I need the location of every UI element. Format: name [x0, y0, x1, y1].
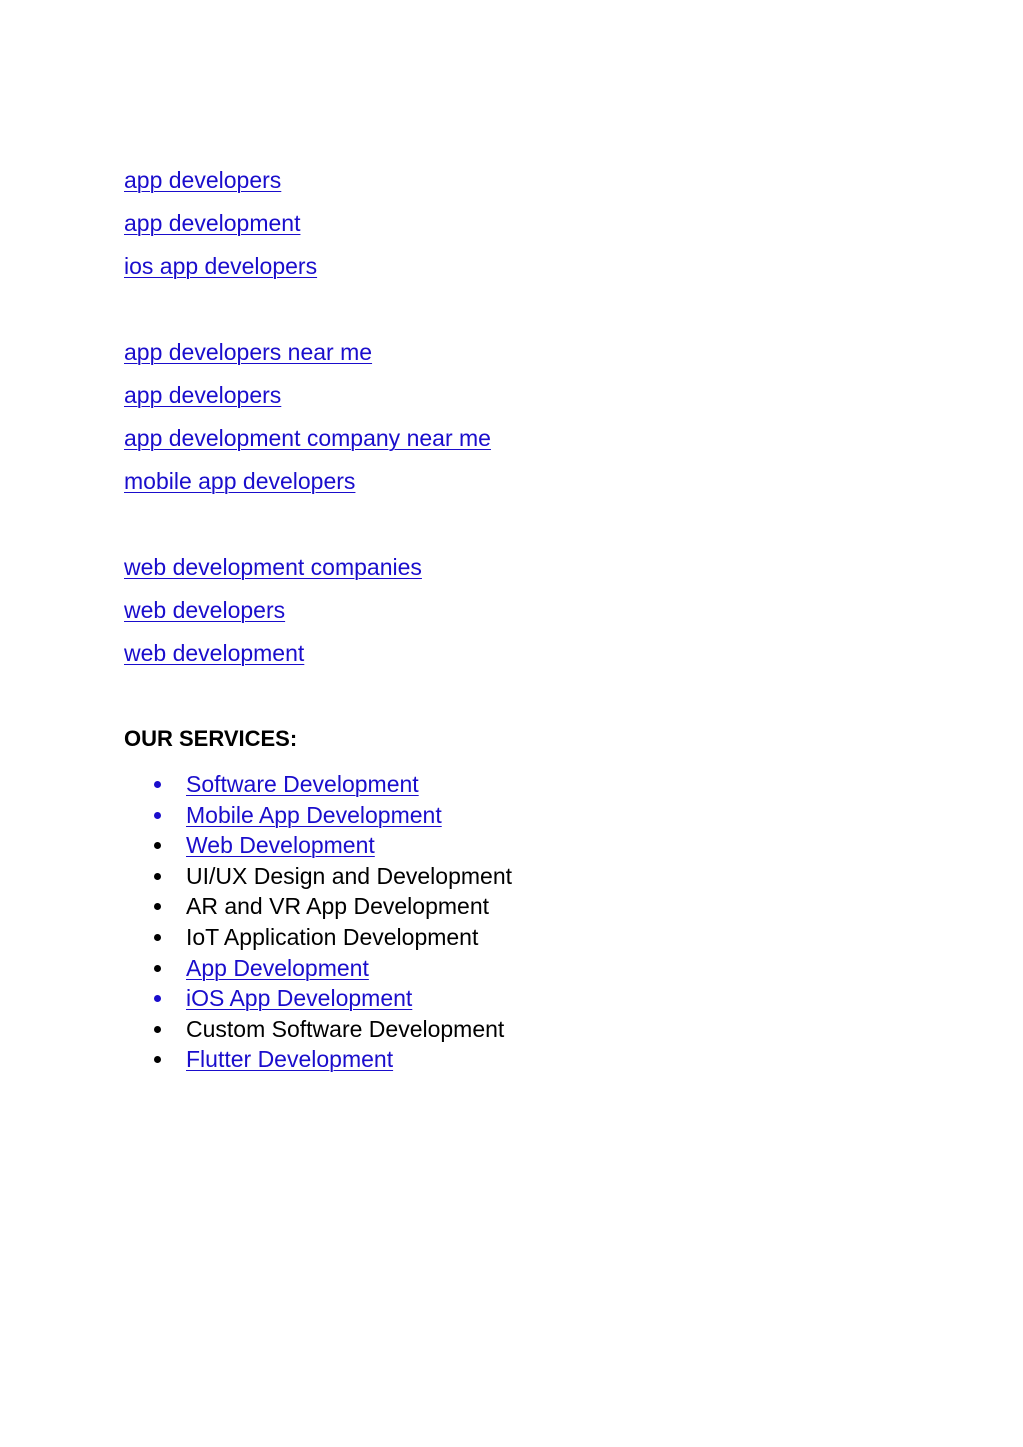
link-app-developers-near-me[interactable]: app developers near me — [124, 339, 373, 365]
list-item — [124, 168, 317, 211]
service-item — [124, 1044, 512, 1075]
service-item — [124, 861, 512, 892]
link-app-development-company-near-me[interactable]: app development company near me — [124, 425, 491, 451]
service-text-iot: IoT Application Development — [186, 923, 479, 950]
list-item — [124, 340, 491, 383]
link-web-development[interactable]: web development — [124, 640, 305, 666]
service-item — [124, 769, 512, 800]
service-link-software-development[interactable]: Software Development — [186, 771, 419, 797]
list-item — [124, 426, 491, 469]
bullet-icon — [154, 995, 161, 1002]
link-ios-app-developers[interactable]: ios app developers — [124, 253, 318, 279]
link-group-near-me — [124, 340, 491, 512]
service-link-ios-app-development[interactable]: iOS App Development — [186, 985, 413, 1012]
service-item — [124, 830, 512, 861]
list-item — [124, 641, 422, 684]
link-app-developers-2[interactable]: app developers — [124, 382, 282, 408]
service-item — [124, 983, 512, 1014]
link-group-app — [124, 168, 317, 297]
list-item — [124, 254, 317, 297]
service-link-web-development[interactable]: Web Development — [186, 832, 375, 859]
link-web-development-companies[interactable]: web development companies — [124, 554, 422, 580]
bullet-icon — [154, 903, 161, 910]
list-item — [124, 555, 422, 598]
link-app-developers[interactable]: app developers — [124, 167, 282, 193]
bullet-icon — [154, 873, 161, 880]
bullet-icon — [154, 812, 161, 819]
service-item — [124, 891, 512, 922]
service-item — [124, 1014, 512, 1045]
bullet-icon — [154, 934, 161, 941]
link-app-development[interactable]: app development — [124, 210, 301, 236]
service-text-custom-software: Custom Software Development — [186, 1015, 505, 1042]
list-item — [124, 598, 422, 641]
bullet-icon — [154, 1056, 161, 1063]
link-web-developers[interactable]: web developers — [124, 597, 286, 623]
service-link-mobile-app-development[interactable]: Mobile App Development — [186, 801, 442, 828]
link-mobile-app-developers[interactable]: mobile app developers — [124, 468, 356, 494]
service-text-ar-vr: AR and VR App Development — [186, 893, 490, 920]
service-item — [124, 800, 512, 831]
services-list — [124, 769, 512, 1075]
bullet-icon — [154, 965, 161, 972]
service-item — [124, 922, 512, 953]
list-item — [124, 469, 491, 512]
list-item — [124, 383, 491, 426]
list-item — [124, 211, 317, 254]
service-item — [124, 953, 512, 984]
link-group-web — [124, 555, 422, 684]
bullet-icon — [154, 781, 161, 788]
service-link-flutter-development[interactable]: Flutter Development — [186, 1046, 394, 1073]
bullet-icon — [154, 842, 161, 849]
service-link-app-development[interactable]: App Development — [186, 954, 369, 981]
bullet-icon — [154, 1026, 161, 1033]
service-text-ui-ux: UI/UX Design and Development — [186, 862, 512, 889]
services-heading: OUR SERVICES: — [124, 726, 298, 751]
